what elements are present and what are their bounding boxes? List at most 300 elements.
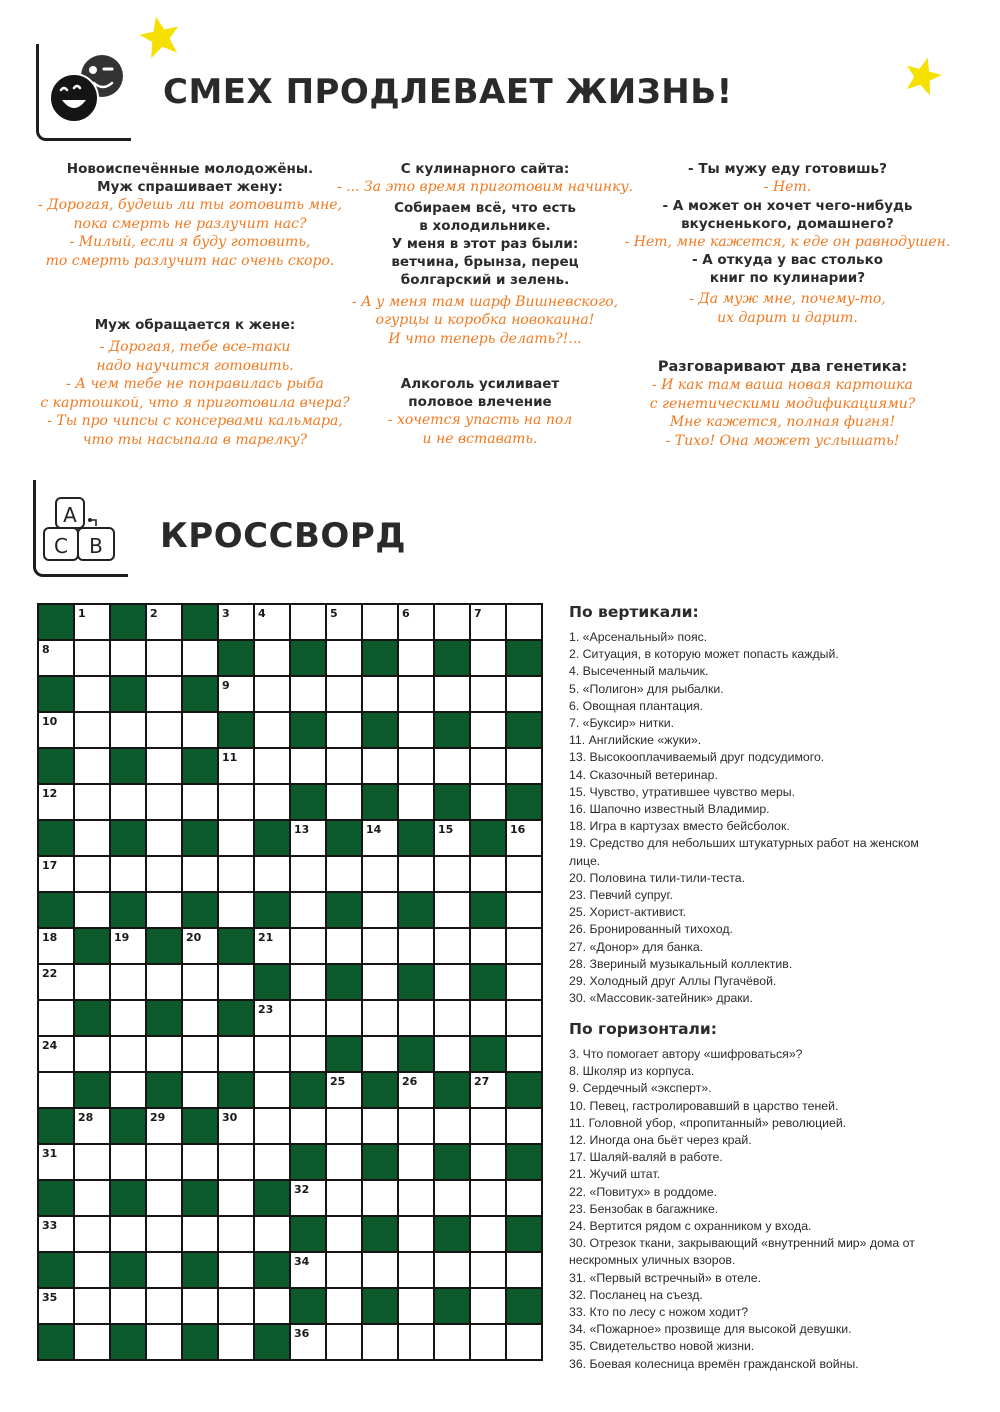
crossword-cell[interactable]: [39, 785, 73, 819]
crossword-cell[interactable]: [255, 1109, 289, 1143]
clue-item: 20. Половина тили-тили-теста.: [569, 870, 746, 885]
crossword-cell[interactable]: [219, 1145, 253, 1179]
crossword-block-cell: [363, 1145, 397, 1179]
crossword-cell[interactable]: [255, 929, 289, 963]
crossword-cell[interactable]: [219, 605, 253, 639]
crossword-block-cell: [111, 605, 145, 639]
crossword-block-cell: [255, 821, 289, 855]
crossword-cell[interactable]: [75, 605, 109, 639]
crossword-cell[interactable]: [471, 641, 505, 675]
crossword-cell[interactable]: [471, 677, 505, 711]
crossword-cell[interactable]: [291, 1109, 325, 1143]
crossword-block-cell: [471, 965, 505, 999]
crossword-cell[interactable]: [399, 1001, 433, 1035]
crossword-cell[interactable]: [75, 1145, 109, 1179]
crossword-block-cell: [219, 1001, 253, 1035]
joke-answer: - Да муж мне, почему-то, их дарит и дарит.: [689, 291, 886, 326]
clue-item: 11. Головной убор, «пропитанный» революцией.: [569, 1115, 847, 1130]
crossword-cell[interactable]: [183, 1289, 217, 1323]
crossword-cell[interactable]: [327, 1217, 361, 1251]
crossword-cell[interactable]: [291, 1181, 325, 1215]
crossword-cell[interactable]: [111, 785, 145, 819]
crossword-cell[interactable]: [327, 713, 361, 747]
crossword-cell[interactable]: [291, 929, 325, 963]
crossword-cell[interactable]: [507, 821, 541, 855]
crossword-cell[interactable]: [471, 1217, 505, 1251]
joke-question: - Ты мужу еду готовишь?: [688, 161, 887, 177]
crossword-cell[interactable]: [399, 929, 433, 963]
crossword-cell[interactable]: [507, 857, 541, 891]
clue-item: 3. Что помогает автору «шифроваться»?: [569, 1047, 803, 1061]
crossword-cell[interactable]: [111, 929, 145, 963]
crossword-cell[interactable]: [327, 929, 361, 963]
crossword-cell[interactable]: [147, 605, 181, 639]
crossword-cell[interactable]: [327, 1109, 361, 1143]
clue-item: 9. Сердечный «эксперт».: [569, 1081, 712, 1096]
crossword-cell[interactable]: [327, 1325, 361, 1359]
crossword-cell[interactable]: [471, 1145, 505, 1179]
crossword-cell[interactable]: [75, 1217, 109, 1251]
crossword-cell[interactable]: [435, 929, 469, 963]
crossword-cell[interactable]: [291, 1325, 325, 1359]
crossword-cell[interactable]: [219, 785, 253, 819]
crossword-cell[interactable]: [39, 713, 73, 747]
crossword-cell[interactable]: [363, 929, 397, 963]
crossword-cell[interactable]: [255, 857, 289, 891]
crossword-cell[interactable]: [399, 641, 433, 675]
clue-item: 4. Высеченный мальчик.: [569, 664, 709, 679]
clue-item: 28. Звериный музыкальный коллектив.: [569, 956, 793, 971]
crossword-cell[interactable]: [75, 1325, 109, 1359]
crossword-cell[interactable]: [219, 857, 253, 891]
crossword-cell[interactable]: [183, 713, 217, 747]
clue-item: 2. Ситуация, в которую может попасть каждый.: [569, 647, 839, 662]
crossword-cell[interactable]: [291, 857, 325, 891]
crossword-cell[interactable]: [327, 1289, 361, 1323]
cell-number: 16: [510, 823, 526, 836]
crossword-cell[interactable]: [111, 857, 145, 891]
crossword-block-cell: [183, 1253, 217, 1287]
crossword-cell[interactable]: [255, 1001, 289, 1035]
crossword-cell[interactable]: [219, 749, 253, 783]
crossword-cell[interactable]: [39, 857, 73, 891]
crossword-cell[interactable]: [39, 929, 73, 963]
crossword-cell[interactable]: [255, 677, 289, 711]
crossword-cell[interactable]: [147, 1037, 181, 1071]
crossword-cell[interactable]: [219, 1109, 253, 1143]
crossword-block-cell: [507, 1289, 541, 1323]
crossword-cell[interactable]: [435, 1037, 469, 1071]
crossword-cell[interactable]: [147, 1325, 181, 1359]
crossword-cell[interactable]: [327, 857, 361, 891]
crossword-cell[interactable]: [327, 641, 361, 675]
crossword-cell[interactable]: [219, 677, 253, 711]
crossword-cell[interactable]: [471, 1325, 505, 1359]
crossword-cell[interactable]: [471, 929, 505, 963]
crossword-cell[interactable]: [507, 1001, 541, 1035]
crossword-cell[interactable]: [111, 641, 145, 675]
cell-number: 30: [222, 1111, 238, 1124]
crossword-cell[interactable]: [183, 1217, 217, 1251]
crossword-cell[interactable]: [255, 605, 289, 639]
crossword-block-cell: [471, 1037, 505, 1071]
crossword-cell[interactable]: [363, 1001, 397, 1035]
cell-number: 19: [114, 931, 130, 944]
crossword-cell[interactable]: [39, 1145, 73, 1179]
crossword-cell[interactable]: [399, 677, 433, 711]
joke-question: - А может он хочет чего-нибудь вкусненького, домашнего?: [662, 197, 913, 232]
crossword-cell[interactable]: [507, 1037, 541, 1071]
crossword-cell[interactable]: [435, 677, 469, 711]
crossword-cell[interactable]: [75, 857, 109, 891]
joke-husband-to-wife: [15, 316, 375, 449]
crossword-block-cell: [183, 605, 217, 639]
clue-item: 36. Боевая колесница времён гражданской войны.: [569, 1356, 859, 1371]
crossword-cell[interactable]: [147, 713, 181, 747]
crossword-cell[interactable]: [399, 1109, 433, 1143]
crossword-block-cell: [39, 821, 73, 855]
cell-number: 32: [294, 1183, 310, 1196]
crossword-cell[interactable]: [471, 1109, 505, 1143]
crossword-block-cell: [75, 1001, 109, 1035]
crossword-cell[interactable]: [363, 893, 397, 927]
crossword-cell[interactable]: [363, 857, 397, 891]
crossword-cell[interactable]: [75, 677, 109, 711]
crossword-cell[interactable]: [507, 1253, 541, 1287]
crossword-cell[interactable]: [435, 1109, 469, 1143]
crossword-cell[interactable]: [327, 1073, 361, 1107]
crossword-cell[interactable]: [183, 1145, 217, 1179]
crossword-cell[interactable]: [147, 749, 181, 783]
crossword-cell[interactable]: [327, 677, 361, 711]
crossword-cell[interactable]: [111, 965, 145, 999]
cell-number: 8: [42, 643, 50, 656]
crossword-block-cell: [399, 821, 433, 855]
crossword-cell[interactable]: [183, 857, 217, 891]
crossword-cell[interactable]: [507, 1325, 541, 1359]
crossword-cell[interactable]: [291, 605, 325, 639]
crossword-cell[interactable]: [111, 1217, 145, 1251]
cell-number: 22: [42, 967, 58, 980]
cell-number: 35: [42, 1291, 58, 1304]
crossword-cell[interactable]: [435, 1253, 469, 1287]
crossword-cell[interactable]: [435, 605, 469, 639]
crossword-cell[interactable]: [399, 785, 433, 819]
crossword-cell[interactable]: [147, 1289, 181, 1323]
crossword-cell[interactable]: [399, 713, 433, 747]
crossword-cell[interactable]: [471, 785, 505, 819]
joke-answer: - ... За это время приготовим начинку.: [336, 179, 634, 195]
crossword-cell[interactable]: [255, 641, 289, 675]
crossword-cell[interactable]: [75, 1109, 109, 1143]
crossword-cell[interactable]: [183, 641, 217, 675]
clues-across: [569, 1020, 929, 1373]
crossword-cell[interactable]: [183, 1001, 217, 1035]
crossword-cell[interactable]: [75, 713, 109, 747]
crossword-cell[interactable]: [471, 749, 505, 783]
crossword-cell[interactable]: [39, 1037, 73, 1071]
crossword-cell[interactable]: [507, 749, 541, 783]
crossword-cell[interactable]: [291, 1037, 325, 1071]
crossword-cell[interactable]: [291, 677, 325, 711]
clue-item: 23. Певчий супруг.: [569, 888, 673, 903]
crossword-cell[interactable]: [363, 1181, 397, 1215]
crossword-cell[interactable]: [219, 965, 253, 999]
crossword-cell[interactable]: [471, 1073, 505, 1107]
crossword-cell[interactable]: [255, 785, 289, 819]
crossword-cell[interactable]: [147, 965, 181, 999]
crossword-block-cell: [39, 1253, 73, 1287]
clue-item: 32. Посланец на съезд.: [569, 1287, 703, 1302]
crossword-block-cell: [39, 1181, 73, 1215]
clue-item: 30. Отрезок ткани, закрывающий «внутренний мир» дома от нескромных уличных взоров.: [569, 1236, 915, 1268]
crossword-cell[interactable]: [363, 1253, 397, 1287]
crossword-cell[interactable]: [291, 1001, 325, 1035]
crossword-cell[interactable]: [255, 713, 289, 747]
crossword-block-cell: [219, 929, 253, 963]
crossword-cell[interactable]: [399, 1145, 433, 1179]
crossword-cell[interactable]: [219, 821, 253, 855]
crossword-block-cell: [183, 1181, 217, 1215]
crossword-block-cell: [435, 1145, 469, 1179]
crossword-cell[interactable]: [363, 749, 397, 783]
cell-number: 14: [366, 823, 382, 836]
cell-number: 13: [294, 823, 310, 836]
crossword-cell[interactable]: [363, 605, 397, 639]
crossword-block-cell: [363, 785, 397, 819]
crossword-cell[interactable]: [39, 1289, 73, 1323]
crossword-cell[interactable]: [363, 1109, 397, 1143]
joke-geneticists: [625, 358, 940, 450]
crossword-cell[interactable]: [183, 929, 217, 963]
crossword-cell[interactable]: [75, 1253, 109, 1287]
joke-question: Муж обращается к жене:: [94, 317, 296, 333]
crossword-cell[interactable]: [291, 893, 325, 927]
crossword-cell[interactable]: [471, 605, 505, 639]
crossword-cell[interactable]: [219, 1217, 253, 1251]
crossword-cell[interactable]: [327, 1253, 361, 1287]
crossword-cell[interactable]: [471, 1181, 505, 1215]
crossword-cell[interactable]: [255, 1217, 289, 1251]
crossword-cell[interactable]: [39, 1001, 73, 1035]
crossword-cell[interactable]: [111, 1001, 145, 1035]
clue-item: 14. Сказочный ветеринар.: [569, 767, 718, 782]
cell-number: 27: [474, 1075, 490, 1088]
joke-answer: - Дорогая, тебе все-таки надо научится готовить. - А чем тебе не понравилась рыба с картошкой, что я приготовила вчера? - Ты про чипсы с консервами кальмара, что ты насыпала в тарелку?: [40, 339, 350, 448]
crossword-cell[interactable]: [507, 1181, 541, 1215]
crossword-cell[interactable]: [291, 821, 325, 855]
crossword-cell[interactable]: [111, 1037, 145, 1071]
crossword-block-cell: [39, 605, 73, 639]
crossword-cell[interactable]: [399, 605, 433, 639]
clue-item: 15. Чувство, утратившее чувство меры.: [569, 784, 796, 799]
crossword-cell[interactable]: [327, 749, 361, 783]
crossword-cell[interactable]: [471, 713, 505, 747]
crossword-cell[interactable]: [183, 1073, 217, 1107]
crossword-cell[interactable]: [291, 1253, 325, 1287]
crossword-cell[interactable]: [435, 857, 469, 891]
crossword-block-cell: [291, 713, 325, 747]
joke-answer: - Нет.: [763, 179, 812, 195]
clue-item: 33. Кто по лесу с ножом ходит?: [569, 1305, 749, 1320]
clue-item: 10. Певец, гастролировавший в царство теней.: [569, 1098, 839, 1113]
crossword-cell[interactable]: [435, 1001, 469, 1035]
joke-answer: - И как там ваша новая картошка с генетическими модификациями? Мне кажется, полная фигня! - Тихо! Она может услышать!: [649, 377, 916, 449]
joke-question: Собираем всё, что есть в холодильнике. У меня в этот раз были: ветчина, брынза, перец болгарский и зелень.: [391, 199, 579, 288]
crossword-cell[interactable]: [75, 641, 109, 675]
crossword-cell[interactable]: [507, 677, 541, 711]
crossword-cell[interactable]: [219, 1037, 253, 1071]
crossword-cell[interactable]: [327, 1145, 361, 1179]
clue-item: 16. Шапочно известный Владимир.: [569, 802, 770, 817]
abc-blocks-icon: [42, 494, 124, 566]
crossword-cell[interactable]: [147, 821, 181, 855]
crossword-cell[interactable]: [75, 1037, 109, 1071]
crossword-cell[interactable]: [147, 1181, 181, 1215]
crossword-block-cell: [291, 1289, 325, 1323]
joke-answer: - Нет, мне кажется, к еде он равнодушен.: [624, 233, 951, 250]
crossword-cell[interactable]: [255, 1037, 289, 1071]
crossword-cell[interactable]: [435, 965, 469, 999]
clue-item: 25. Хорист-активист.: [569, 905, 687, 920]
clue-item: 18. Игра в картузах вместо бейсболок.: [569, 819, 790, 834]
crossword-block-cell: [111, 749, 145, 783]
crossword-cell[interactable]: [399, 857, 433, 891]
crossword-cell[interactable]: [255, 1289, 289, 1323]
joke-answer: - Дорогая, будешь ли ты готовить мне, пока смерть не разлучит нас? - Милый, если я буду готовить, то смерть разлучит нас очень скоро.: [38, 197, 342, 269]
crossword-cell[interactable]: [147, 1109, 181, 1143]
crossword-cell[interactable]: [75, 785, 109, 819]
crossword-cell[interactable]: [111, 1073, 145, 1107]
crossword-cell[interactable]: [471, 1289, 505, 1323]
crossword-cell[interactable]: [219, 893, 253, 927]
crossword-cell[interactable]: [219, 1181, 253, 1215]
crossword-cell[interactable]: [507, 1109, 541, 1143]
crossword-cell[interactable]: [111, 1289, 145, 1323]
crossword-cell[interactable]: [471, 1001, 505, 1035]
crossword-cell[interactable]: [435, 1181, 469, 1215]
crossword-cell[interactable]: [255, 1073, 289, 1107]
crossword-block-cell: [219, 713, 253, 747]
crossword-cell[interactable]: [399, 1289, 433, 1323]
crossword-cell[interactable]: [147, 1217, 181, 1251]
crossword-cell[interactable]: [75, 821, 109, 855]
crossword-cell[interactable]: [435, 893, 469, 927]
crossword-cell[interactable]: [291, 965, 325, 999]
crossword-cell[interactable]: [363, 965, 397, 999]
crossword-cell[interactable]: [255, 749, 289, 783]
crossword-block-cell: [39, 1109, 73, 1143]
crossword-block-cell: [363, 1073, 397, 1107]
crossword-block-cell: [255, 1181, 289, 1215]
crossword-cell[interactable]: [399, 1073, 433, 1107]
crossword-cell[interactable]: [399, 1253, 433, 1287]
crossword-cell[interactable]: [507, 605, 541, 639]
crossword-cell[interactable]: [111, 713, 145, 747]
cell-number: 29: [150, 1111, 166, 1124]
crossword-cell[interactable]: [219, 1325, 253, 1359]
crossword-block-cell: [75, 929, 109, 963]
crossword-cell[interactable]: [147, 677, 181, 711]
crossword-cell[interactable]: [363, 821, 397, 855]
crossword-cell[interactable]: [183, 785, 217, 819]
crossword-cell[interactable]: [507, 965, 541, 999]
crossword-cell[interactable]: [39, 1217, 73, 1251]
crossword-cell[interactable]: [399, 1325, 433, 1359]
crossword-cell[interactable]: [363, 1037, 397, 1071]
crossword-cell[interactable]: [39, 965, 73, 999]
cell-number: 12: [42, 787, 58, 800]
cell-number: 21: [258, 931, 274, 944]
clue-item: 17. Шаляй-валяй в работе.: [569, 1150, 723, 1165]
clue-item: 12. Иногда она бьёт через край.: [569, 1133, 752, 1148]
star-icon: [138, 14, 182, 58]
crossword-cell[interactable]: [183, 965, 217, 999]
crossword-cell[interactable]: [327, 605, 361, 639]
crossword-cell[interactable]: [75, 893, 109, 927]
crossword-block-cell: [219, 641, 253, 675]
crossword-cell[interactable]: [435, 1325, 469, 1359]
crossword-cell[interactable]: [219, 1289, 253, 1323]
crossword-cell[interactable]: [435, 821, 469, 855]
crossword-cell[interactable]: [147, 641, 181, 675]
crossword-cell[interactable]: [363, 677, 397, 711]
crossword-cell[interactable]: [147, 857, 181, 891]
crossword-cell[interactable]: [255, 1145, 289, 1179]
crossword-cell[interactable]: [327, 785, 361, 819]
crossword-cell[interactable]: [147, 893, 181, 927]
crossword-cell[interactable]: [291, 749, 325, 783]
crossword-cell[interactable]: [111, 1145, 145, 1179]
clue-item: 31. «Первый встречный» в отеле.: [569, 1270, 762, 1285]
crossword-cell[interactable]: [363, 1325, 397, 1359]
cell-number: 26: [402, 1075, 418, 1088]
crossword-block-cell: [471, 821, 505, 855]
crossword-cell[interactable]: [471, 1253, 505, 1287]
crossword-cell[interactable]: [39, 641, 73, 675]
crossword-cell[interactable]: [147, 1253, 181, 1287]
crossword-cell[interactable]: [399, 749, 433, 783]
clue-item: 27. «Донор» для банка.: [569, 939, 704, 954]
crossword-block-cell: [111, 677, 145, 711]
clue-item: 26. Бронированный тихоход.: [569, 922, 733, 937]
crossword-cell[interactable]: [507, 893, 541, 927]
crossword-block-cell: [39, 893, 73, 927]
crossword-cell[interactable]: [39, 1073, 73, 1107]
crossword-cell[interactable]: [471, 857, 505, 891]
crossword-cell[interactable]: [75, 1181, 109, 1215]
crossword-block-cell: [183, 893, 217, 927]
crossword-cell[interactable]: [219, 1253, 253, 1287]
crossword-cell[interactable]: [507, 929, 541, 963]
crossword-cell[interactable]: [183, 1037, 217, 1071]
crossword-cell[interactable]: [435, 749, 469, 783]
crossword-cell[interactable]: [147, 1145, 181, 1179]
crossword-cell[interactable]: [327, 1181, 361, 1215]
crossword-cell[interactable]: [327, 1001, 361, 1035]
laughing-faces-icon: [46, 52, 130, 124]
crossword-cell[interactable]: [147, 785, 181, 819]
crossword-block-cell: [111, 1181, 145, 1215]
crossword-cell[interactable]: [399, 1217, 433, 1251]
crossword-block-cell: [183, 821, 217, 855]
crossword-cell[interactable]: [75, 1289, 109, 1323]
clues-down-title: По вертикали:: [569, 603, 699, 621]
crossword-cell[interactable]: [399, 1181, 433, 1215]
crossword-cell[interactable]: [75, 749, 109, 783]
clues-across-list: [569, 1046, 929, 1373]
crossword-cell[interactable]: [75, 965, 109, 999]
